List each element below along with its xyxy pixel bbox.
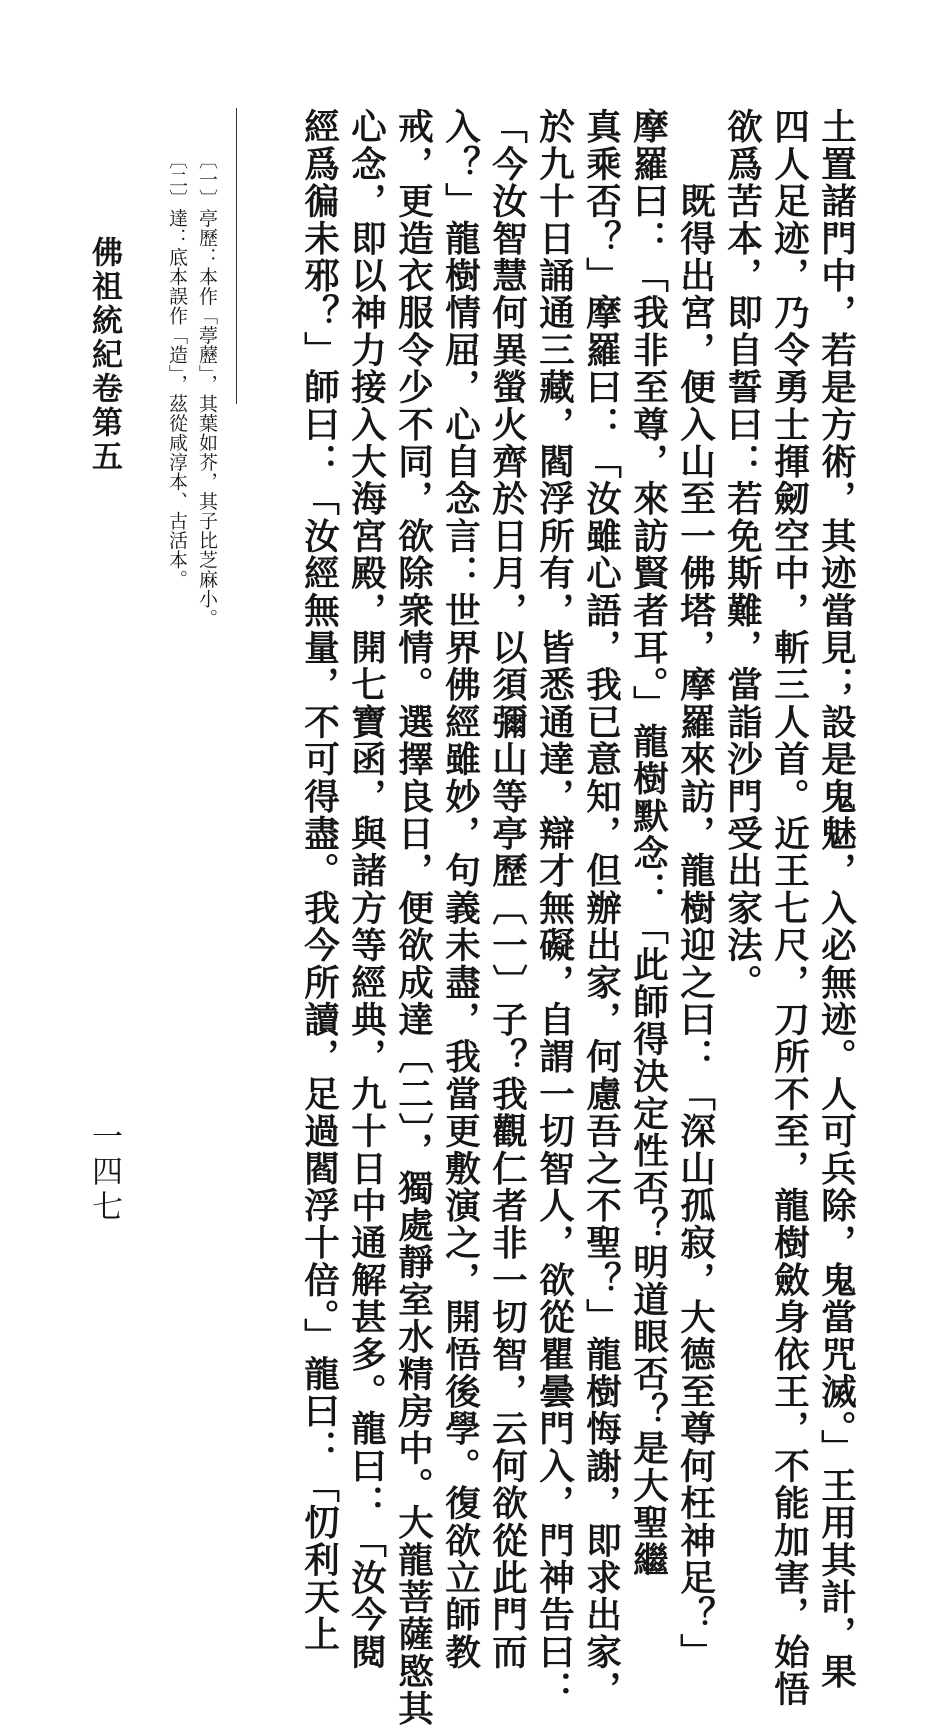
footnote-1: 〔一〕亭歷：本作「葶藶」，其葉如芥，其子比芝麻小。: [196, 150, 218, 628]
text-column-7: 於九十日誦通三藏，閻浮所有，皆悉通達，辯才無礙，自謂一切智人，欲從瞿曇門入，門神告曰：: [533, 108, 575, 1708]
running-title: 佛祖統紀卷第五: [86, 236, 122, 474]
footnote-2: 〔二〕達：底本誤作「造」，茲從咸淳本、古活本。: [166, 150, 188, 589]
text-column-8: 「今汝智慧何異螢火齊於日月，以須彌山等亭歷〔一〕子？我觀仁者非一切智，云何欲從此門而: [486, 108, 528, 1671]
text-column-9: 入？」龍樹情屈，心自念言：世界佛經雖妙，句義未盡，我當更敷演之，開悟後學。復欲立師教: [439, 108, 481, 1671]
page-number: 一四七: [86, 1120, 122, 1225]
text-column-10: 戒，更造衣服令少不同，欲除衆情。選擇良日，便欲成達〔二〕，獨處靜室水精房中。大龍菩薩愍其: [392, 108, 434, 1727]
text-column-1: 土置諸門中，若是方術，其迹當見；設是鬼魅，入必無迹。人可兵除，鬼當咒滅。」王用其計，果: [815, 108, 857, 1690]
text-column-4: 既得出宮，便入山至一佛塔，摩羅來訪，龍樹迎之曰：「深山孤寂，大德至尊何枉神足？」: [674, 108, 716, 1671]
text-column-12: 經爲徧未邪？」師曰：「汝經無量，不可得盡。我今所讀，足過閻浮十倍。」龍曰：「忉利天上: [298, 108, 340, 1653]
text-column-3: 欲爲苦本，即自誓曰：若免斯難，當詣沙門受出家法。: [721, 108, 763, 1001]
footnote-divider: [236, 108, 237, 404]
text-column-2: 四人足迹，乃令勇士揮劒空中，斬三人首。近王七尺，刀所不至，龍樹斂身依王，不能加害，始悟: [768, 108, 810, 1708]
text-column-5: 摩羅曰：「我非至尊，來訪賢者耳。」龍樹默念：「此師得決定性否？明道眼否？是大聖繼: [627, 108, 669, 1579]
text-column-6: 真乘否？」摩羅曰：「汝雖心語，我已意知，但辦出家，何慮吾之不聖？」龍樹悔謝，即求出家，: [580, 108, 622, 1708]
text-column-11: 心念，即以神力接入大海宮殿，開七寶函，與諸方等經典，九十日中通解甚多。龍曰：「汝今閱: [345, 108, 387, 1671]
